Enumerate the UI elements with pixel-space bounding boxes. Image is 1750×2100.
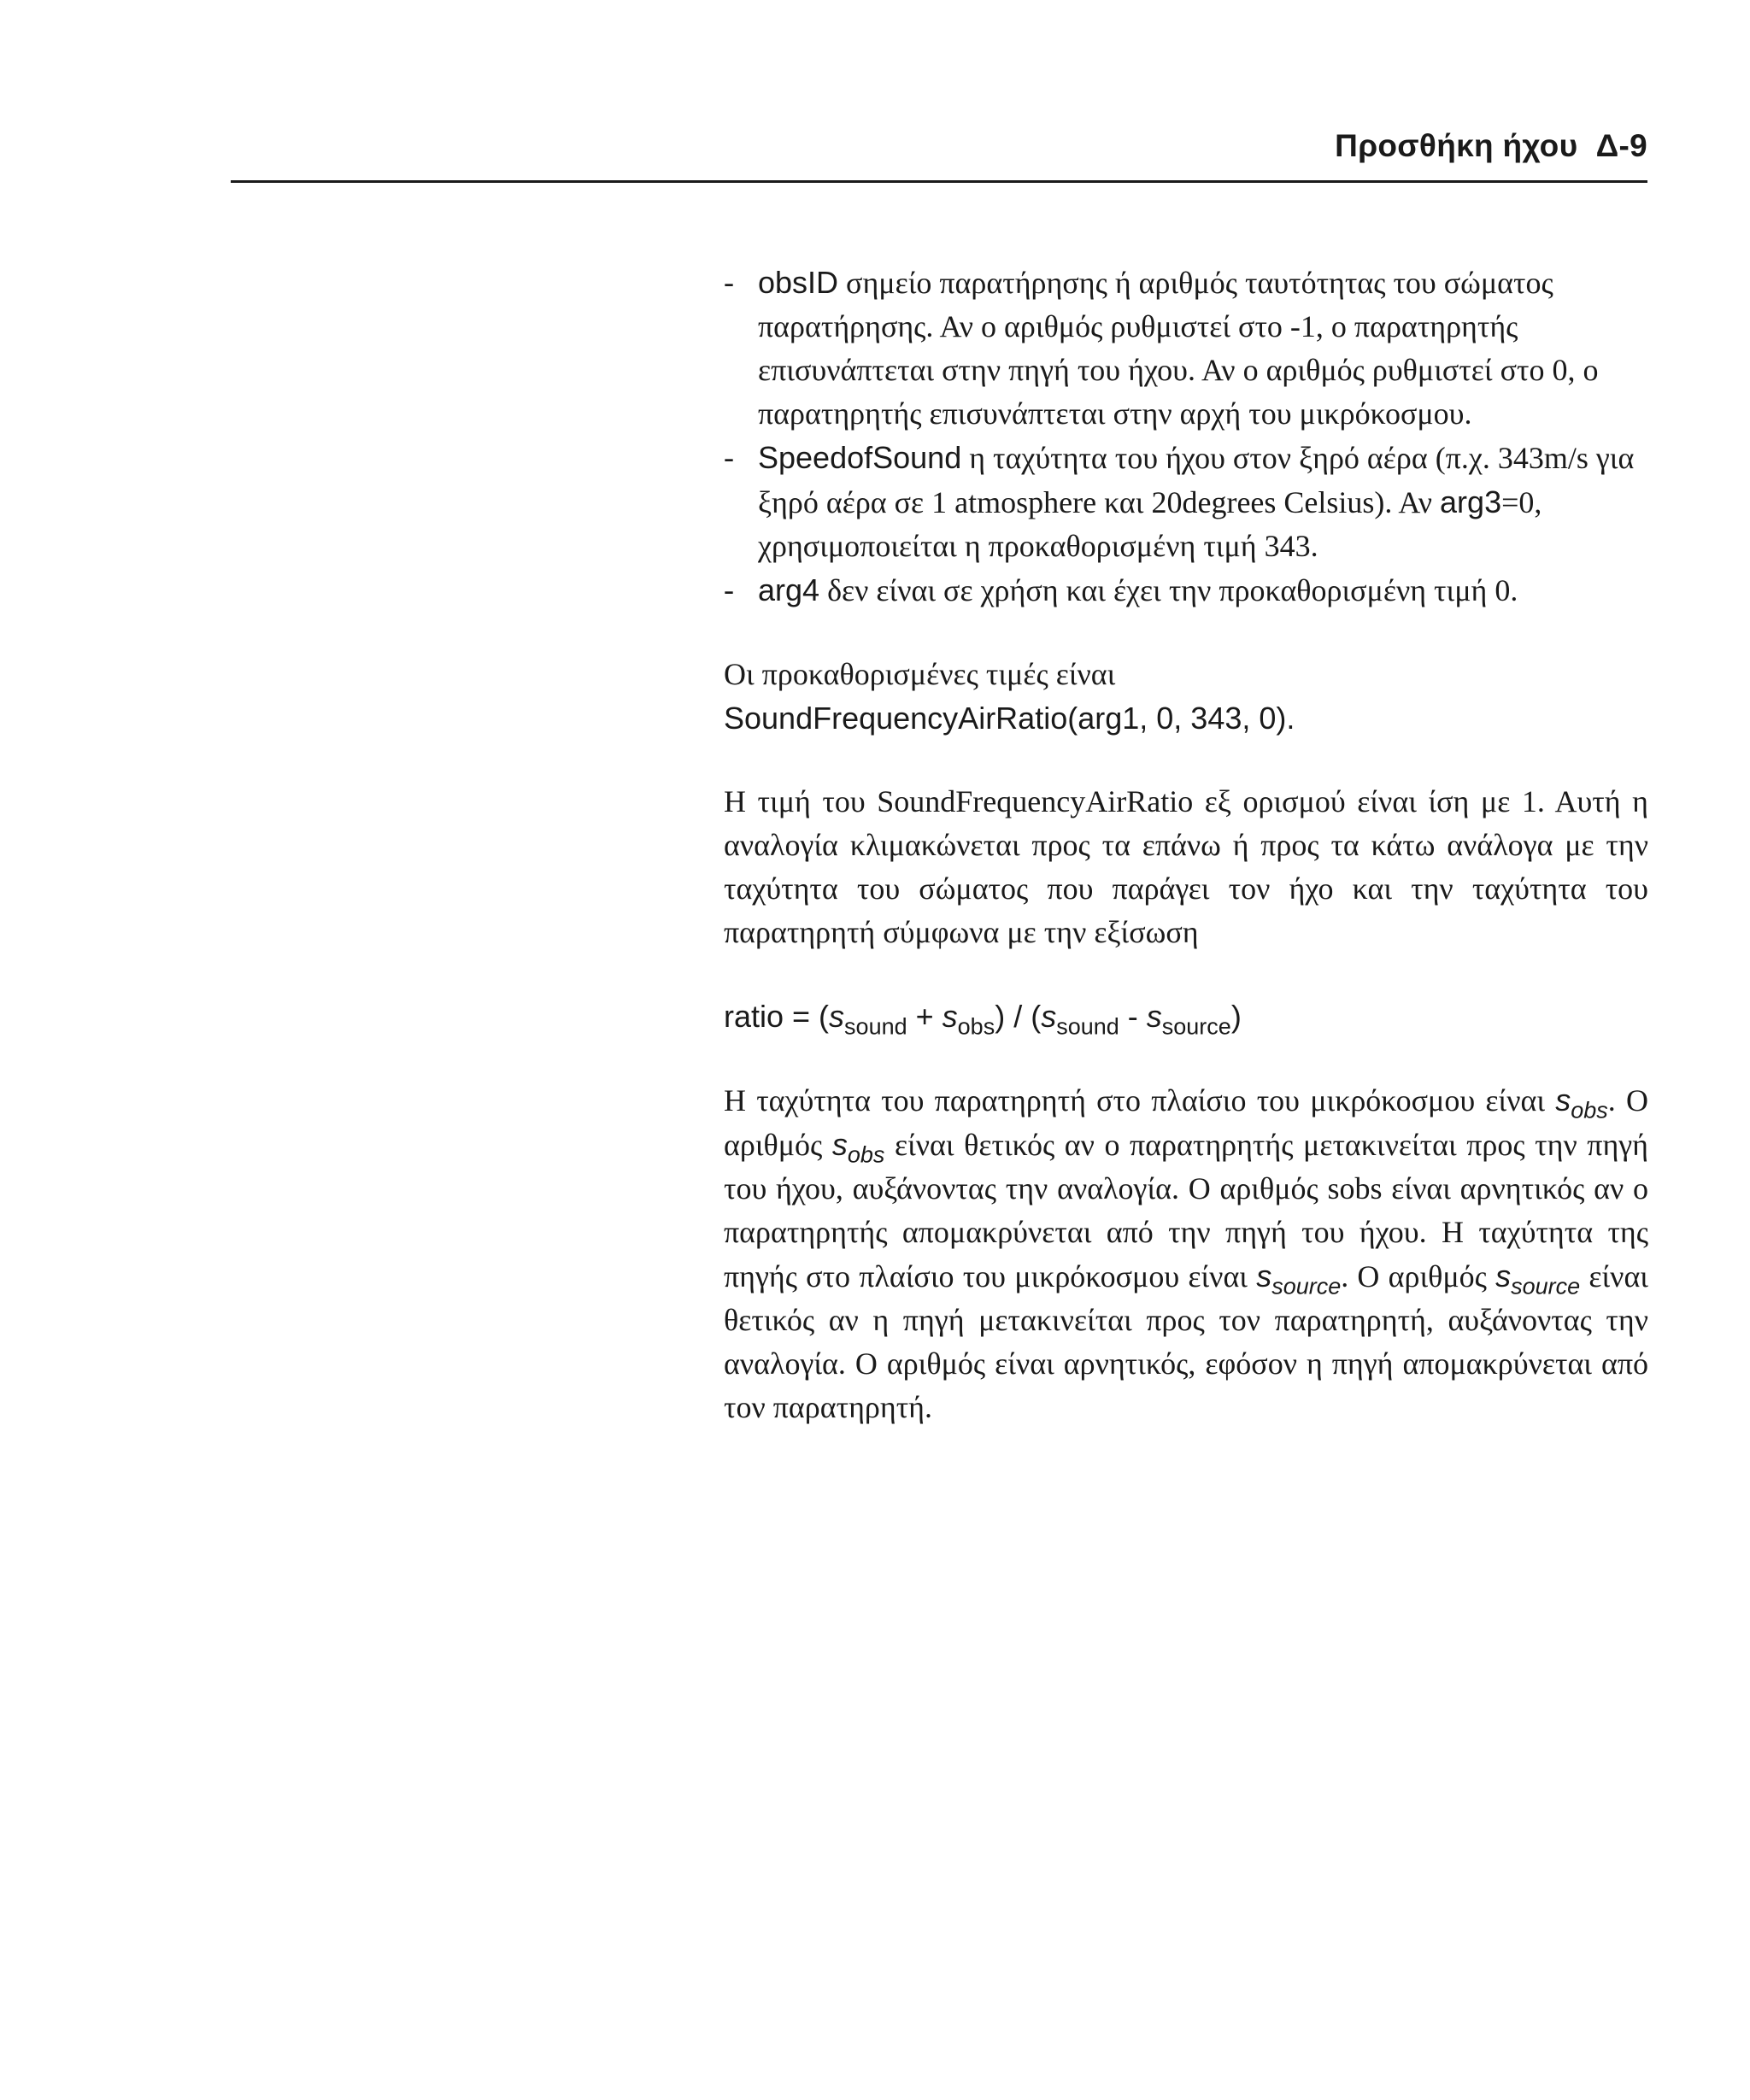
main-content bbox=[724, 261, 1648, 1429]
term-arg4: arg4 bbox=[758, 572, 820, 607]
header-rule bbox=[231, 180, 1647, 183]
ratio-paragraph: Η τιμή του SoundFrequencyAirRatio εξ ορισμού είναι ίση με 1. Αυτή η αναλογία κλιμακώνεται προς τα επάνω ή προς τα κάτω ανάλογα με την ταχύτητα του σώματος που παράγει τον ήχο και την ταχύτητα του παρατηρητή σύμφωνα με την εξίσωση bbox=[724, 784, 1648, 949]
chapter-title: Προσθήκη ήχου bbox=[1335, 128, 1578, 163]
defaults-intro: Οι προκαθορισμένες τιμές είναι bbox=[724, 657, 1116, 691]
term-obsid: obsID bbox=[758, 265, 839, 300]
bullet-dash: - bbox=[724, 440, 734, 474]
arg4-description: δεν είναι σε χρήση και έχει την προκαθορισμένη τιμή 0. bbox=[819, 573, 1518, 607]
running-head bbox=[1335, 128, 1647, 164]
arg3-description: =0, χρησιμοποιείται η προκαθορισμένη τιμή 343. bbox=[758, 485, 1542, 563]
s-obs: $s_{obs}$ bbox=[831, 1127, 885, 1168]
obsid-description: σημείο παρατήρησης ή αριθμός ταυτότητας του σώματος παρατήρησης. Αν ο αριθμός ρυθμιστεί στο -1, ο παρατηρητής επισυνάπτεται στην πηγή του ήχου. Αν ο αριθμός ρυθμιστεί στο 0, ο παρατηρητής επισυνάπτεται στην αρχή του μικρόκοσμου. bbox=[758, 266, 1599, 431]
bullet-dash: - bbox=[724, 572, 734, 607]
term-speedofsound: SpeedofSound bbox=[758, 440, 962, 475]
page-header bbox=[231, 128, 1647, 183]
parameter-list bbox=[724, 261, 1648, 613]
list-item-obsid bbox=[724, 261, 1648, 436]
defaults-code: SoundFrequencyAirRatio(arg1, 0, 343, 0). bbox=[724, 701, 1295, 736]
speedofsound-description: η ταχύτητα του ήχου στον ξηρό αέρα (π.χ. 343m/s για ξηρό αέρα σε 1 atmosphere και 20degrees Celsius). Αν bbox=[758, 441, 1635, 519]
ratio-formula: ratio = $(s_{sound} + s_{obs}) / (s_{sound} - s_{source})$ bbox=[724, 999, 1242, 1040]
list-item-arg4 bbox=[724, 568, 1648, 613]
velocity-paragraph: Η ταχύτητα του παρατηρητή στο πλαίσιο του μικρόκοσμου είναι $s_{obs}$. Ο αριθμός $s_{obs}$ είναι θετικός αν ο παρατηρητής μετακινείται προς την πηγή του ήχου, αυξάνοντας την αναλογία. Ο αριθμός sobs είναι αρνητικός αν ο παρατηρητής απομακρύνεται από την πηγή του ήχου. Η ταχύτητα της πηγής στο πλαίσιο του μικρόκοσμου είναι $s_{source}$. Ο αριθμός $s_{source}$ είναι θετικός αν η πηγή μετακινείται προς τον παρατηρητή, αυξάνοντας την αναλογία. Ο αριθμός είναι αρνητικός, εφόσον η πηγή απομακρύνεται από τον παρατηρητή. bbox=[724, 1082, 1649, 1424]
s-obs: $s_{obs}$ bbox=[1555, 1082, 1608, 1123]
term-arg3: arg3 bbox=[1440, 484, 1502, 519]
list-item-speedofsound bbox=[724, 436, 1648, 568]
defaults-paragraph bbox=[724, 653, 1648, 740]
s-source: $s_{source}$ bbox=[1256, 1258, 1342, 1299]
bullet-dash: - bbox=[724, 265, 734, 299]
s-source: $s_{source}$ bbox=[1495, 1258, 1581, 1299]
page-number: Δ-9 bbox=[1595, 128, 1647, 163]
